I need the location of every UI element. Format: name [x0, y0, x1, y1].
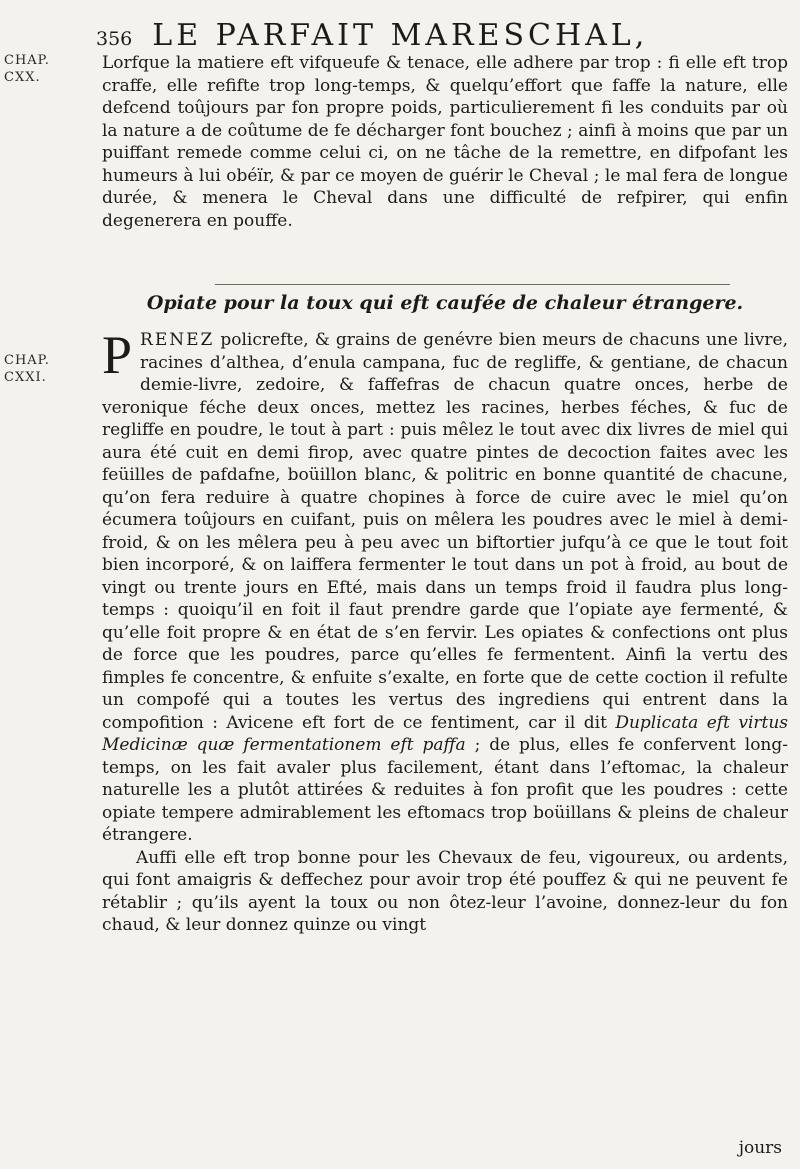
latin-quotation: Duplicata eft virtus Medicinæ quæ fermentationem eft paffa — [102, 712, 789, 755]
recipe-first-word: RENEZ — [140, 330, 215, 350]
margin-note-chapter-121: CHAP. CXXI. — [4, 353, 50, 385]
section-divider — [215, 284, 730, 285]
paragraph-1: Lorfque la matiere eft vifqueufe & tenace, elle adhere par trop : fi elle eft trop craffe, elle refifte trop long-temps, & quelqu’effort que faffe la nature, elle defcend toûjours par fon propre poids, particulierement fi les conduits par où la nature a de coûtume de fe décharger font bouchez ; ainfi à moins que par un puiffant remede comme celui ci, on ne tâche de la remettre, en difpofant les humeurs à lui obéïr, & par ce moyen de guérir le Cheval ; le mal fera de longue durée, & menera le Cheval dans une difficulté de refpirer, qui enfin degenerera en pouffe. — [102, 53, 788, 231]
recipe-section — [102, 325, 789, 937]
drop-cap: P — [102, 325, 133, 385]
running-title: LE PARFAIT MARESCHAL, — [152, 18, 649, 53]
catchword: jours — [738, 1138, 782, 1158]
recipe-text-before-latin: policrefte, & grains de genévre bien meurs de chacuns une livre, racines d’althea, d’enula campana, fuc de regliffe, & gentiane, de chacun demie-livre, zedoire, & faffefras de chacun quatre onces, herbe de veronique féche deux onces, mettez les racines, herbes féches, & fuc de regliffe en poudre, le tout à part : puis mêlez le tout avec dix livres de miel qui aura été cuit en demi firop, avec quatre pintes de decoction faites avec les feüilles de pafdafne, boüillon blanc, & politric en bonne quantité de chacune, qu’on fera reduire à quatre chopines à force de cuire avec le miel qu’on écumera toûjours en cuifant, puis on mêlera les poudres avec le miel à demi-froid, & on les mêlera peu à peu avec un biftortier jufqu’à ce que le tout foit bien incorporé, & on laiffera fermenter le tout dans un pot à froid, au bout de vingt ou trente jours en Efté, mais dans un temps froid il faudra plus long-temps : quoiqu’il en foit il faut prendre garde que l’opiate aye fermenté, & qu’elle foit propre & en état de s’en fervir. Les opiates & confections ont plus de force que les poudres, parce qu’elles fe fermentent. Ainfi la vertu des fimples fe concentre, & enfuite s’exalte, en forte que de cette coction il refulte un compofé qui a toutes les vertus des ingrediens qui entrent dans la compofition : Avicene eft fort de ce fentiment, car il dit — [102, 330, 788, 733]
margin-note-chapter-120: CHAP. CXX. — [4, 53, 50, 85]
page-number: 356 — [96, 28, 133, 50]
paragraph-3: Auffi elle eft trop bonne pour les Chevaux de feu, vigoureux, ou ardents, qui font amaigris & deffechez pour avoir trop été pouffez & qui ne peuvent fe rétablir ; qu’ils ayent la toux ou non ôtez-leur l’avoine, donnez-leur du fon chaud, & leur donnez quinze ou vingt — [102, 847, 788, 935]
recipe-text-after-latin: ; de plus, elles fe confervent long-temps, on les fait avaler plus facilement, étant dans l’eftomac, la chaleur naturelle les a plutôt attirées & reduites à fon profit que les poudres : cette opiate tempere admirablement les eftomacs trop boüillans & pleins de chaleur étrangere. — [102, 735, 789, 845]
recipe-paragraph — [102, 325, 789, 847]
section-heading: Opiate pour la toux qui eft caufée de chaleur étrangere. — [146, 292, 744, 314]
